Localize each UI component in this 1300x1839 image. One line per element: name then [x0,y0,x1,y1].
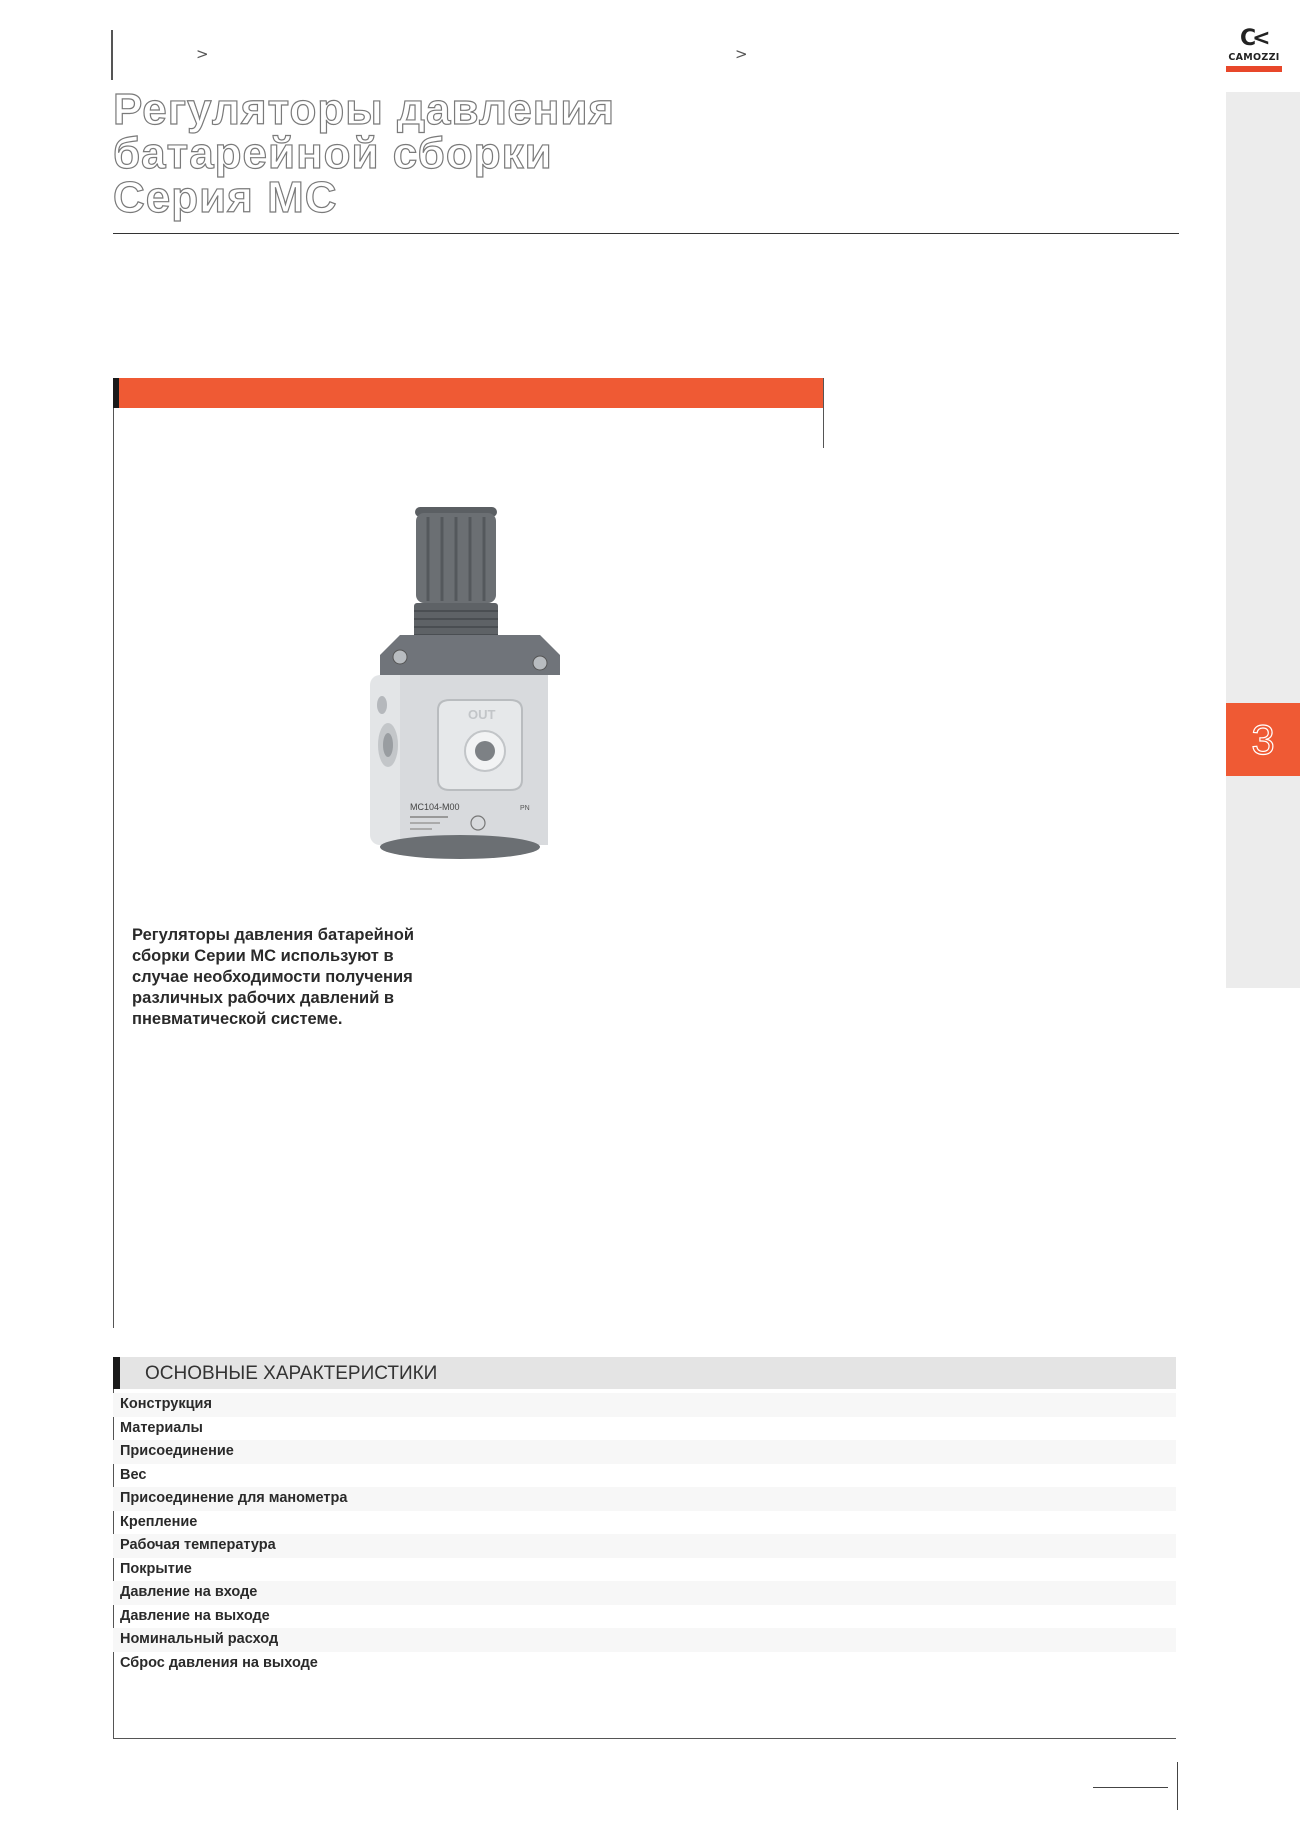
spec-row: Покрытие [120,1560,192,1577]
logo-mark-icon: C< [1240,26,1267,51]
page-title [113,85,813,222]
spec-row: Материалы [120,1419,203,1436]
page-title-line: Серия MC [113,173,338,222]
product-box-border [113,408,114,1328]
product-header-bar [113,378,824,408]
title-divider [113,233,1179,234]
spec-row: Крепление [120,1513,198,1530]
specs-title: ОСНОВНЫЕ ХАРАКТЕРИСТИКИ [145,1363,438,1384]
specs-header [113,1357,1176,1389]
header-divider [111,30,113,80]
spec-row: Давление на выходе [120,1607,270,1624]
pressure-regulator-icon [360,505,580,870]
footer-rule [1093,1787,1168,1788]
logo-accent-bar [1226,66,1282,72]
logo-wordmark: CAMOZZI [1228,52,1280,63]
breadcrumb-separator: > [196,45,209,63]
page-title-line: Регуляторы давления [113,85,616,134]
section-number: 3 [1251,715,1275,763]
spec-row: Номинальный расход [113,1628,1176,1652]
product-description: Регуляторы давления батарейной сборки Серии MC используют в случае необходимости получения различных рабочих давлений в пневматической системе. [132,926,414,1028]
svg-text:MC104-M00: MC104-M00 [410,802,460,812]
footer-divider [1177,1762,1178,1810]
specs-table [113,1393,1176,1675]
section-tab[interactable] [1226,703,1300,776]
spec-row: Давление на входе [113,1581,1176,1605]
section-side-panel [1226,92,1300,988]
product-image [360,505,580,870]
svg-text:OUT: OUT [468,707,496,722]
camozzi-logo[interactable] [1226,28,1282,74]
spec-row: Сброс давления на выходе [120,1654,318,1671]
spec-row: Рабочая температура [113,1534,1176,1558]
spec-row: Присоединение [113,1440,1176,1464]
page-title-line: батарейной сборки [113,129,553,178]
specs-box-border [113,1738,1176,1739]
spec-row: Вес [120,1466,147,1483]
svg-text:PN: PN [520,805,530,812]
breadcrumb-separator: > [735,45,748,63]
spec-row: Присоединение для манометра [113,1487,1176,1511]
product-box-border [823,378,824,448]
spec-row: Конструкция [113,1393,1176,1417]
